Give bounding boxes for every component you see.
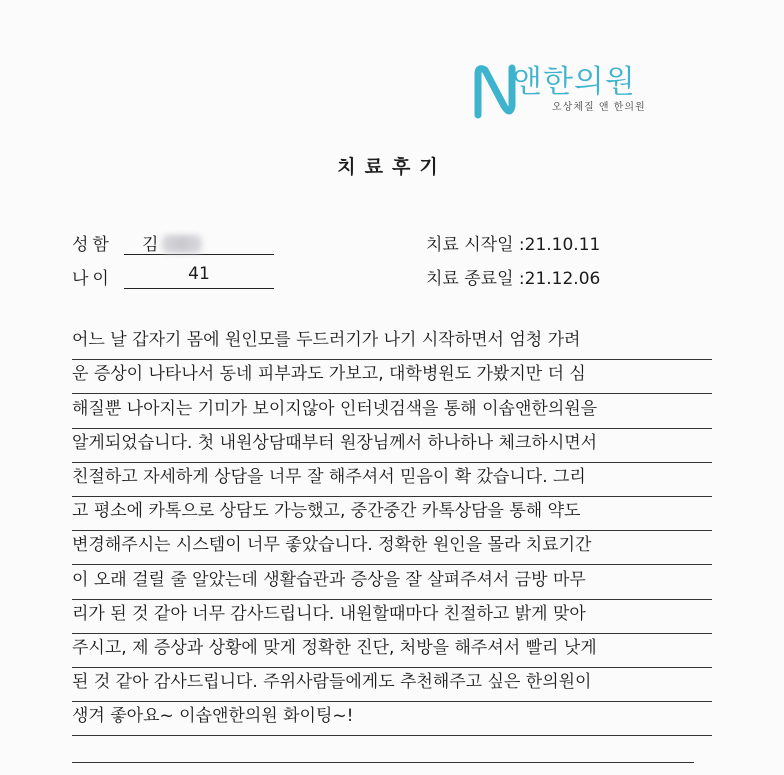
age-label: 나이	[72, 269, 113, 289]
review-line: 운 증상이 나타나서 동네 피부과도 가보고, 대학병원도 가봤지만 더 심	[72, 360, 712, 394]
treatment-start: 치료 시작일 :21.10.11	[426, 235, 601, 255]
review-line: 변경해주시는 시스템이 너무 좋았습니다. 정확한 원인을 몰라 치료기간	[72, 531, 712, 565]
clinic-subtitle: 오상체질 앤 한의원	[552, 102, 646, 113]
review-text	[72, 326, 712, 736]
review-line: 된 것 같아 감사드립니다. 주위사람들에게도 추천해주고 싶은 한의원이	[72, 668, 712, 702]
review-line: 어느 날 갑자기 몸에 원인모를 두드러기가 나기 시작하면서 엄청 가려	[72, 326, 712, 360]
name-label: 성함	[72, 235, 113, 255]
name-field	[72, 230, 159, 255]
name-value-line	[124, 230, 274, 255]
page-title: 치료후기	[337, 156, 447, 178]
treatment-end: 치료 종료일 :21.12.06	[426, 269, 601, 289]
review-line: 해질뿐 나아지는 기미가 보이지않아 인터넷검색을 통해 이솝앤한의원을	[72, 394, 712, 428]
review-line: 생겨 좋아요~ 이솝앤한의원 화이팅~!	[72, 702, 712, 736]
blank-ruled-line	[72, 762, 694, 763]
review-line: 친절하고 자세하게 상담을 너무 잘 해주셔서 믿음이 확 갔습니다. 그리	[72, 463, 712, 497]
name-value: 김	[142, 235, 159, 255]
clinic-name: 앤한의원	[512, 64, 636, 100]
review-line: 고 평소에 카톡으로 상담도 가능했고, 중간중간 카톡상담을 통해 약도	[72, 497, 712, 531]
review-line: 이 오래 걸릴 줄 알았는데 생활습관과 증상을 잘 살펴주셔서 금방 마무	[72, 565, 712, 599]
review-line: 리가 된 것 같아 너무 감사드립니다. 내원할때마다 친절하고 밝게 맞아	[72, 600, 712, 634]
redacted-name	[162, 235, 202, 253]
age-field	[72, 264, 210, 289]
review-line: 알게되었습니다. 첫 내원상담때부터 원장님께서 하나하나 체크하시면서	[72, 429, 712, 463]
review-line: 주시고, 제 증상과 상황에 맞게 정확한 진단, 처방을 해주셔서 빨리 낫게	[72, 634, 712, 668]
clinic-logo	[470, 56, 670, 126]
age-value: 41	[124, 264, 274, 289]
